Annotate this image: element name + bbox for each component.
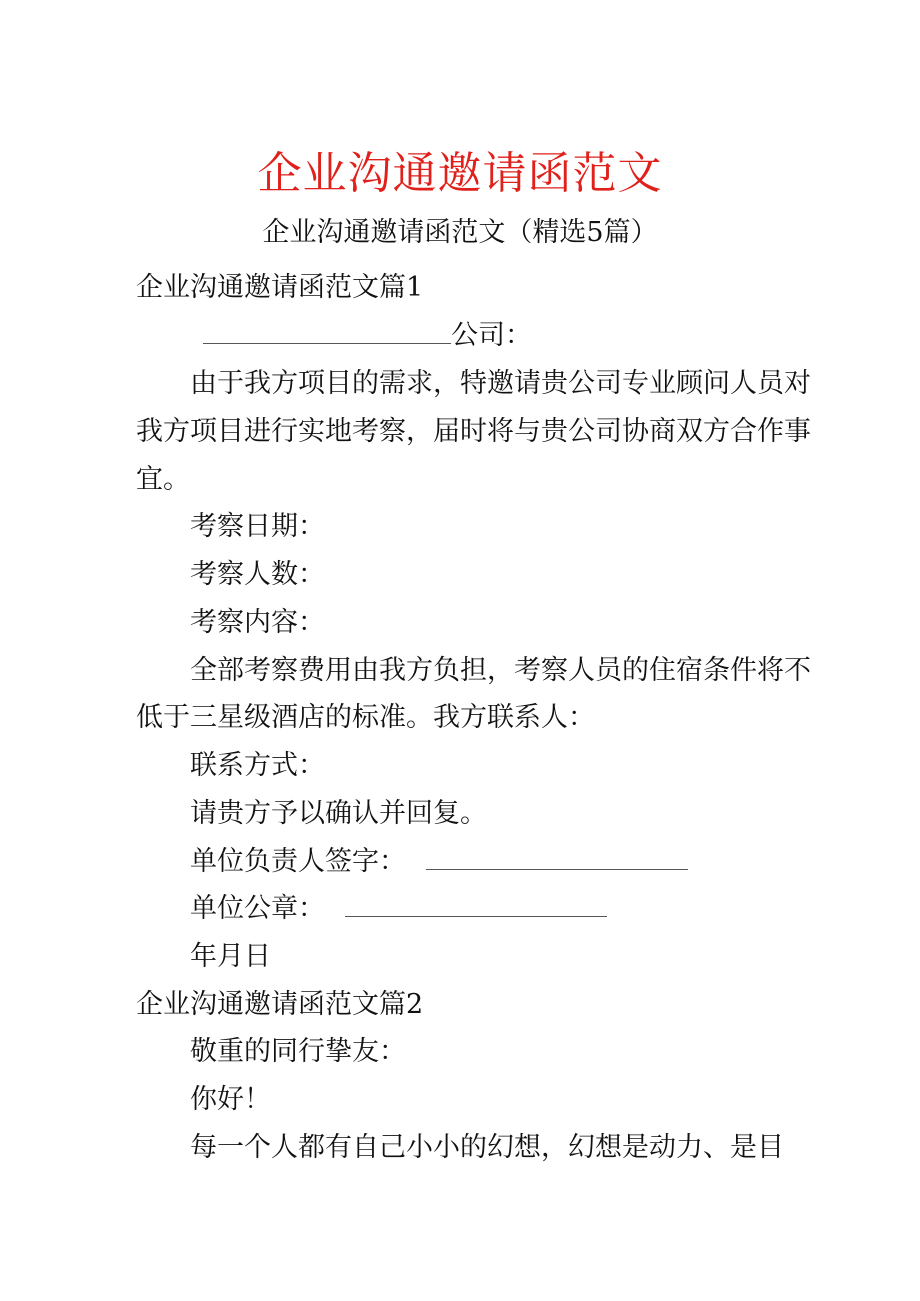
confirm-text: 请贵方予以确认并回复。 — [190, 798, 487, 829]
para2-line2: 低于三星级酒店的标准。我方联系人： — [136, 702, 595, 733]
company-suffix: 公司： — [451, 320, 532, 351]
document-subtitle: 企业沟通邀请函范文（精选5篇） — [262, 217, 658, 248]
content-label: 考察内容： — [190, 607, 325, 638]
signature-label: 单位负责人签字： — [190, 846, 406, 877]
seal-line — [190, 889, 607, 929]
company-blank — [203, 317, 451, 344]
greeting: 敬重的同行挚友： — [190, 1036, 406, 1067]
document-title: 企业沟通邀请函范文 — [257, 148, 663, 199]
hello: 你好！ — [190, 1084, 271, 1115]
date-line: 年月日 — [190, 941, 271, 972]
signature-line — [190, 842, 688, 882]
contact-label: 联系方式： — [190, 750, 325, 781]
para2-line1: 全部考察费用由我方负担，考察人员的住宿条件将不 — [190, 655, 811, 686]
signature-blank — [426, 843, 688, 870]
date-label: 考察日期： — [190, 511, 325, 542]
para1-line1: 由于我方项目的需求，特邀请贵公司专业顾问人员对 — [190, 368, 811, 399]
section2-heading: 企业沟通邀请函范文篇2 — [136, 989, 424, 1020]
para1-line2: 我方项目进行实地考察，届时将与贵公司协商双方合作事 — [136, 416, 811, 447]
seal-blank — [345, 890, 607, 917]
section2-para1-line1: 每一个人都有自己小小的幻想，幻想是动力、是目 — [190, 1132, 784, 1163]
section1-heading: 企业沟通邀请函范文篇1 — [136, 272, 424, 303]
company-line — [203, 316, 532, 356]
count-label: 考察人数： — [190, 559, 325, 590]
para1-line3: 宜。 — [136, 464, 190, 495]
seal-label: 单位公章： — [190, 893, 325, 924]
